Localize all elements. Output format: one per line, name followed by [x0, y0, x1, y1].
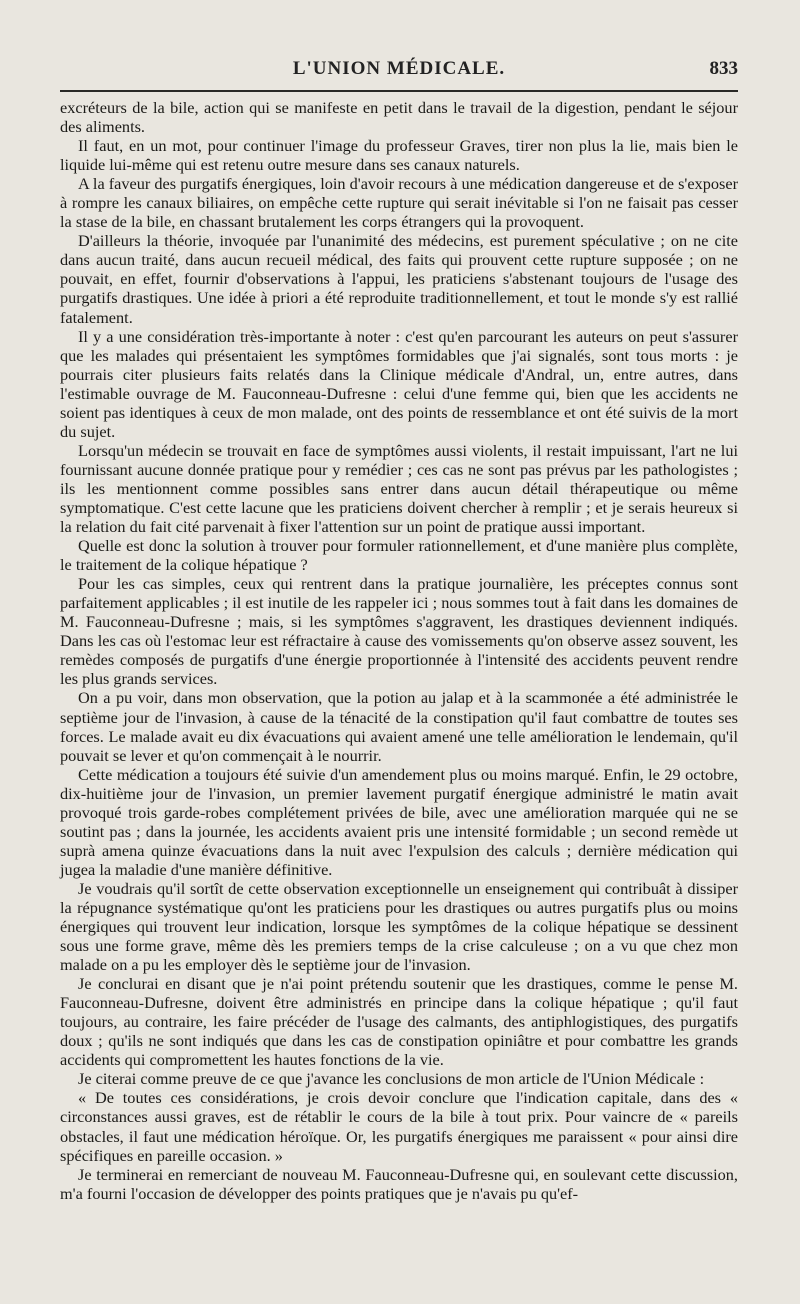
paragraph-15: Je terminerai en remerciant de nouveau M. Fauconneau-Dufresne qui, en soulevant cette discussion, m'a fourni l'occasion de développer des points pratiques que je n'avais pu qu'ef- [60, 1164, 738, 1203]
paragraph-10: Cette médication a toujours été suivie d'un amendement plus ou moins marqué. Enfin, le 29 octobre, dix-huitième jour de l'invasion, un premier lavement purgatif énergique administré le matin avait provoqué trois garde-robes complétement privées de bile, avec une amélioration marquée qui ne se soutint pas ; dans la journée, les accidents avaient pris une intensité formidable ; un second remède ut suprà amena quinze évacuations dans la nuit avec l'expulsion des calculs ; dernière médication qui jugea la maladie d'une manière définitive. [60, 764, 738, 879]
header-rule [60, 90, 738, 92]
paragraph-11: Je voudrais qu'il sortît de cette observation exceptionnelle un enseignement qui contribuât à dissiper la répugnance systématique qu'ont les praticiens pour les drastiques ou autres purgatifs plus ou moins énergiques qui trouvent leur indication, lorsque les symptômes de la colique hépatique se dessinent sous une forme grave, même dès les premiers temps de la crise calculeuse ; on a vu que chez mon malade on a pu les employer dès le septième jour de l'invasion. [60, 878, 738, 975]
paragraph-1: excréteurs de la bile, action qui se manifeste en petit dans le travail de la digestion, pendant le séjour des aliments. [60, 98, 738, 137]
paragraph-2: Il faut, en un mot, pour continuer l'image du professeur Graves, tirer non plus la lie, mais bien le liquide lui-même qui est retenu outre mesure dans ses canaux naturels. [60, 136, 738, 175]
article-body [60, 98, 738, 1203]
paragraph-7: Quelle est donc la solution à trouver pour formuler rationnellement, et d'une manière plus complète, le traitement de la colique hépatique ? [60, 536, 738, 575]
paragraph-8: Pour les cas simples, ceux qui rentrent dans la pratique journalière, les préceptes connus sont parfaitement applicables ; il est inutile de les rappeler ici ; nous sommes tout à fait dans les domaines de M. Fauconneau-Dufresne ; mais, si les symptômes s'aggravent, les drastiques deviennent indiqués. Dans les cas où l'estomac leur est réfractaire à cause des vomissements qu'on observe assez souvent, les remèdes composés de purgatifs d'une énergie proportionnée à l'intensité des accidents peuvent rendre les plus grands services. [60, 574, 738, 689]
paragraph-6: Lorsqu'un médecin se trouvait en face de symptômes aussi violents, il restait impuissant, l'art ne lui fournissant aucune donnée pratique pour y remédier ; ces cas ne sont pas prévus par les pathologistes ; ils les mentionnent comme possibles sans entrer dans aucun détail thérapeutique ou même symptomatique. C'est cette lacune que les praticiens doivent chercher à remplir ; et je serais heureux si la relation du fait cité parvenait à fixer l'attention sur un point de pratique aussi important. [60, 440, 738, 537]
paragraph-4: D'ailleurs la théorie, invoquée par l'unanimité des médecins, est purement spéculative ; on ne cite dans aucun traité, dans aucun recueil médical, des faits qui prouvent cette rupture supposée ; on ne pouvait, en effet, fournir d'observations à l'appui, les praticiens s'abstenant toujours de l'usage des purgatifs drastiques. Une idée à priori a été reproduite traditionnellement, et tout le monde s'y est rallié fatalement. [60, 231, 738, 327]
block-quote: « De toutes ces considérations, je crois devoir conclure que l'indication capitale, dans des « circonstances aussi graves, est de rétablir le cours de la bile à tout prix. Pour vaincre de « pareils obstacles, il faut une médication héroïque. Or, les purgatifs énergiques me paraissent « pour ainsi dire spécifiques en pareille occasion. » [60, 1088, 738, 1165]
paragraph-12: Je conclurai en disant que je n'ai point prétendu soutenir que les drastiques, comme le pense M. Fauconneau-Dufresne, doivent être administrés en principe dans la colique hépatique ; qu'il faut toujours, au contraire, les faire précéder de l'usage des calmants, des antiphlogistiques, des purgatifs doux ; qu'ils ne sont indiqués que dans les cas de constipation opiniâtre et pour combattre les grands accidents qui compromettent les hautes fonctions de la vie. [60, 974, 738, 1070]
paragraph-3: A la faveur des purgatifs énergiques, loin d'avoir recours à une médication dangereuse et de s'exposer à rompre les canaux biliaires, on empêche cette rupture qui serait inévitable si l'on ne faisait pas cesser la stase de la bile, en chassant brutalement les corps étrangers qui la provoquent. [60, 174, 738, 232]
paragraph-13: Je citerai comme preuve de ce que j'avance les conclusions de mon article de l'Union Médicale : [78, 1069, 705, 1089]
page-number: 833 [709, 58, 738, 79]
running-title: L'UNION MÉDICALE. [292, 58, 506, 79]
paragraph-5: Il y a une considération très-importante à noter : c'est qu'en parcourant les auteurs on peut s'assurer que les malades qui présentaient les symptômes formidables que j'ai signalés, sont tous morts : je pourrais citer plusieurs faits relatés dans la Clinique médicale d'Andral, un, entre autres, dans l'estimable ouvrage de M. Fauconneau-Dufresne : celui d'une femme qui, bien que les accidents ne soient pas identiques à ceux de mon malade, ont des points de ressemblance et ont été suivis de la mort du sujet. [60, 326, 738, 441]
page-header [60, 52, 738, 86]
paragraph-9: On a pu voir, dans mon observation, que la potion au jalap et à la scammonée a été administrée le septième jour de l'invasion, à cause de la ténacité de la constipation qu'il faut combattre de toutes ses forces. Le malade avait eu dix évacuations qui avaient amené une telle amélioration le lendemain, qu'il pouvait se lever et qu'on commençait à le nourrir. [60, 688, 738, 765]
